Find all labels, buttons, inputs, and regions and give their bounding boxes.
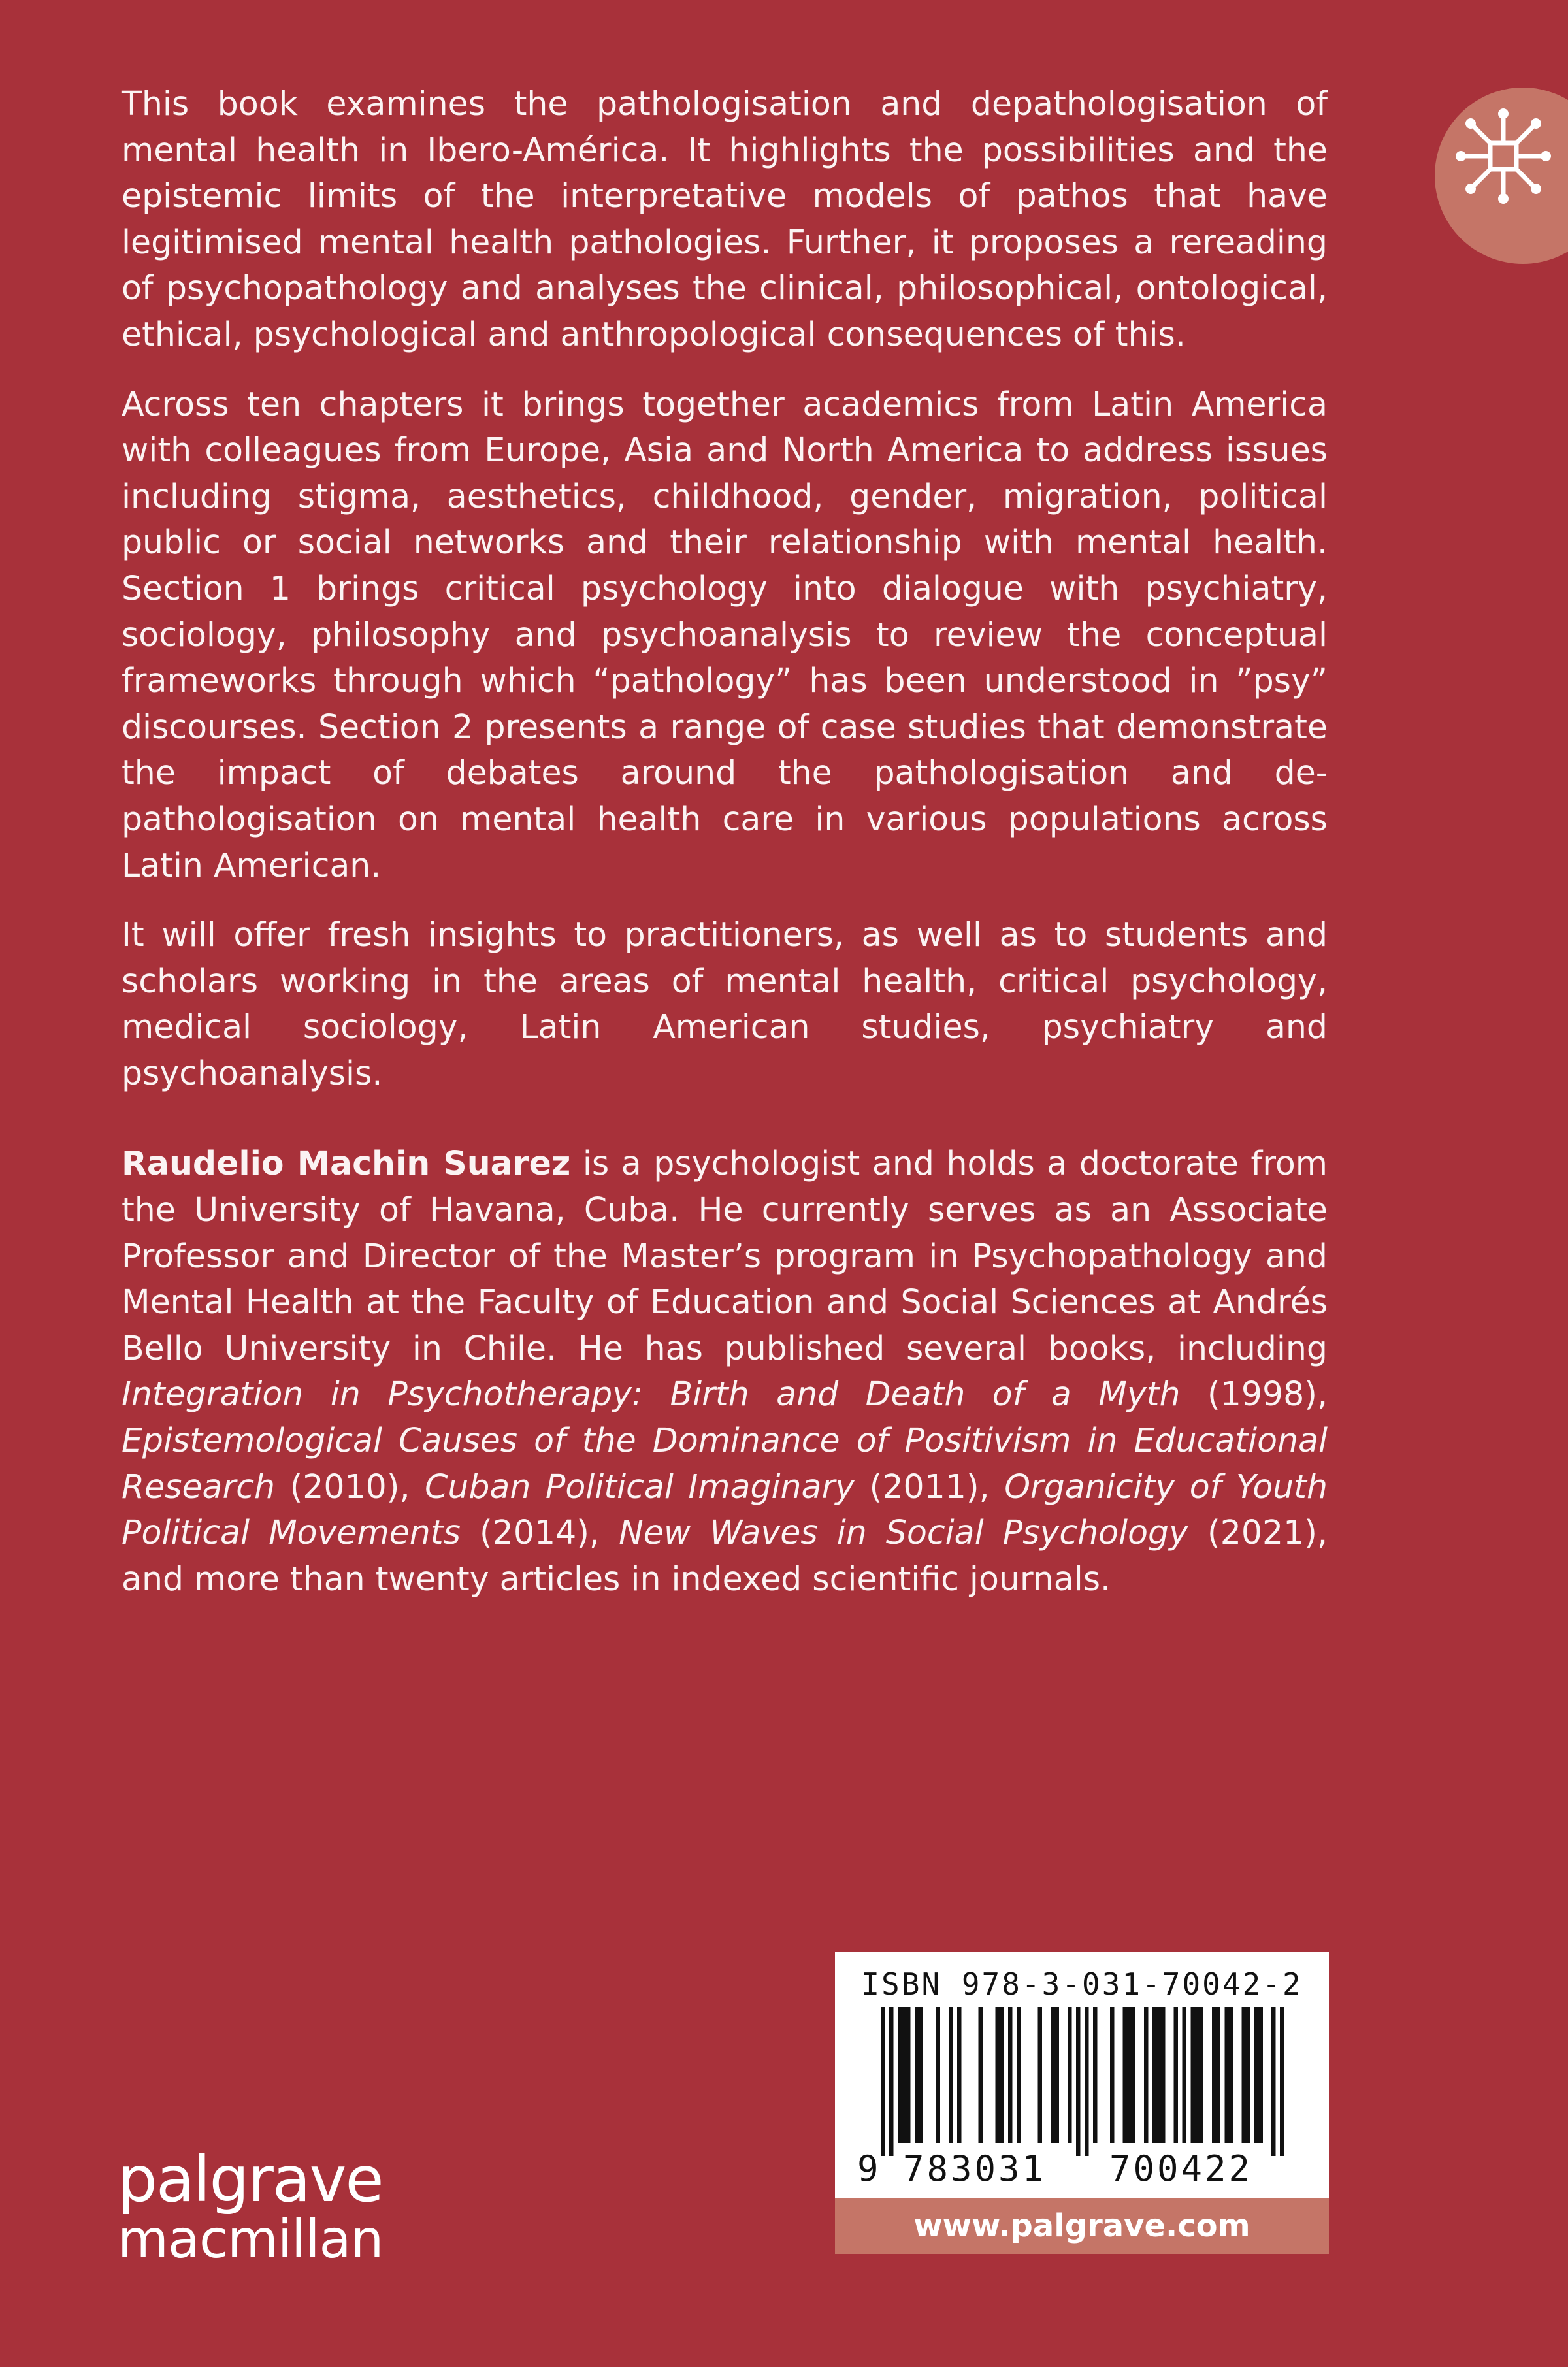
book-title-1: Integration in Psychotherapy: Birth and Death of a Myth [122, 1375, 1181, 1414]
barcode-bar [1183, 2007, 1187, 2143]
barcode-bar [1038, 2007, 1043, 2143]
barcode-bar [898, 2007, 902, 2143]
barcode-bar [889, 2007, 894, 2156]
barcode-bar [919, 2007, 924, 2143]
barcode-bar [1132, 2007, 1136, 2143]
barcode-bar [1051, 2007, 1055, 2143]
barcode-bar [902, 2007, 907, 2143]
barcode-bar [1085, 2007, 1089, 2156]
description-paragraph-3: It will offer fresh insights to practitioners, as well as to students and scholars working in the areas of mental health, critical psychology, medical sociology, Latin American studies, psychiatry and psychoanalysis. [122, 915, 1328, 1092]
barcode-bar [1242, 2007, 1247, 2143]
barcode-bar [1246, 2007, 1250, 2143]
barcode-bar [1217, 2007, 1221, 2143]
barcode-bar [1157, 2007, 1162, 2143]
description-paragraph-1: This book examines the pathologisation and depathologisation of mental health in Ibero-América. It highlights the possibilities and the epistemic limits of the interpretative models of pathos that have legitimised mental health pathologies. Further, it proposes a rereading of psychopathology and analyses the clinical, philosophical, ontological, ethical, psychological and anthropological consequences of this. [122, 84, 1328, 353]
barcode-bar [1127, 2007, 1132, 2143]
description-paragraph-2: Across ten chapters it brings together academics from Latin America with colleagues from Europe, Asia and North America to address issues including stigma, aesthetics, childhood, gender, migration, political public or social networks and their relationship with mental health. Section 1 brings critical psychology into dialogue with psychiatry, sociology, philosophy and psychoanalysis to review the conceptual frameworks through which “pathology” has been understood in ”psy” discourses. Section 2 presents a range of case studies that demonstrate the impact of debates around the pathologisation and de-pathologisation on mental health care in various populations across Latin American. [122, 384, 1328, 885]
barcode-left-group: 783031 [903, 2148, 1047, 2189]
barcode-bar [906, 2007, 911, 2143]
barcode-bar [1110, 2007, 1115, 2143]
author-name: Raudelio Machin Suarez [122, 1144, 571, 1183]
barcode-bar [1191, 2007, 1196, 2143]
barcode-bar [1008, 2007, 1013, 2143]
bio-text-2: (1998), [1180, 1375, 1328, 1414]
barcode-bar [1123, 2007, 1128, 2143]
barcode-bar [949, 2007, 953, 2143]
barcode-bar [1161, 2007, 1166, 2143]
barcode-bar [1212, 2007, 1217, 2143]
barcode-bar [1200, 2007, 1204, 2143]
publisher-name-line-1: palgrave [118, 2143, 383, 2216]
barcode-bars [855, 2007, 1309, 2156]
book-title-4: Organicity of Youth Political Movements [122, 1467, 1328, 1552]
barcode-first-digit: 9 [857, 2148, 879, 2189]
barcode-bar [1280, 2007, 1284, 2156]
barcode-bar [1254, 2007, 1259, 2143]
barcode-bar [1055, 2007, 1060, 2143]
barcode-bar [996, 2007, 1000, 2143]
barcode-bar [1068, 2007, 1072, 2143]
palgrave-node-logo-icon [1435, 88, 1568, 264]
barcode-bar [1000, 2007, 1004, 2143]
bio-text-1: is a psychologist and holds a doctorate from the University of Havana, Cuba. He currently serves as an Associate Professor and Director of the Master’s program in Psychopathology and Mental Health at the Faculty of Education and Social Sciences at Andrés Bello University in Chile. He has published several books, including [122, 1144, 1328, 1367]
barcode-bar [881, 2007, 885, 2156]
bio-text-5: (2014), [460, 1513, 619, 1552]
author-biography [122, 1141, 1328, 1602]
barcode-bar [1144, 2007, 1149, 2143]
barcode-bar [957, 2007, 962, 2143]
publisher-url: www.palgrave.com [835, 2198, 1329, 2254]
barcode-right-group: 700422 [1109, 2148, 1253, 2189]
barcode-bar [1174, 2007, 1179, 2143]
isbn-number: ISBN 978-3-031-70042-2 [861, 1967, 1303, 2002]
publisher-wordmark [118, 2143, 392, 2270]
isbn-barcode-block [835, 1952, 1329, 2198]
book-title-5: New Waves in Social Psychology [619, 1513, 1188, 1552]
barcode-bar [1271, 2007, 1276, 2156]
publisher-name-line-2: macmillan [118, 2209, 384, 2270]
barcode-bar [1259, 2007, 1264, 2143]
bio-text-3: (2010), [275, 1467, 425, 1506]
book-description [122, 81, 1328, 1625]
barcode-bar [1017, 2007, 1021, 2143]
bio-text-4: (2011), [855, 1467, 1005, 1506]
barcode-bar [1225, 2007, 1230, 2143]
book-title-2: Epistemological Causes of the Dominance of Positivism in Educational Research [122, 1421, 1328, 1506]
barcode-bar [1076, 2007, 1081, 2156]
barcode-bar [1093, 2007, 1098, 2143]
bio-text-6: (2021), and more than twenty articles in indexed scientific journals. [122, 1513, 1328, 1598]
barcode-bar [915, 2007, 919, 2143]
barcode-bar [1229, 2007, 1233, 2143]
barcode-bar [1195, 2007, 1200, 2143]
barcode-bar [936, 2007, 941, 2143]
barcode-bar [979, 2007, 983, 2143]
node-network-icon [1454, 107, 1552, 205]
barcode-bar [1152, 2007, 1157, 2143]
book-title-3: Cuban Political Imaginary [425, 1467, 855, 1506]
